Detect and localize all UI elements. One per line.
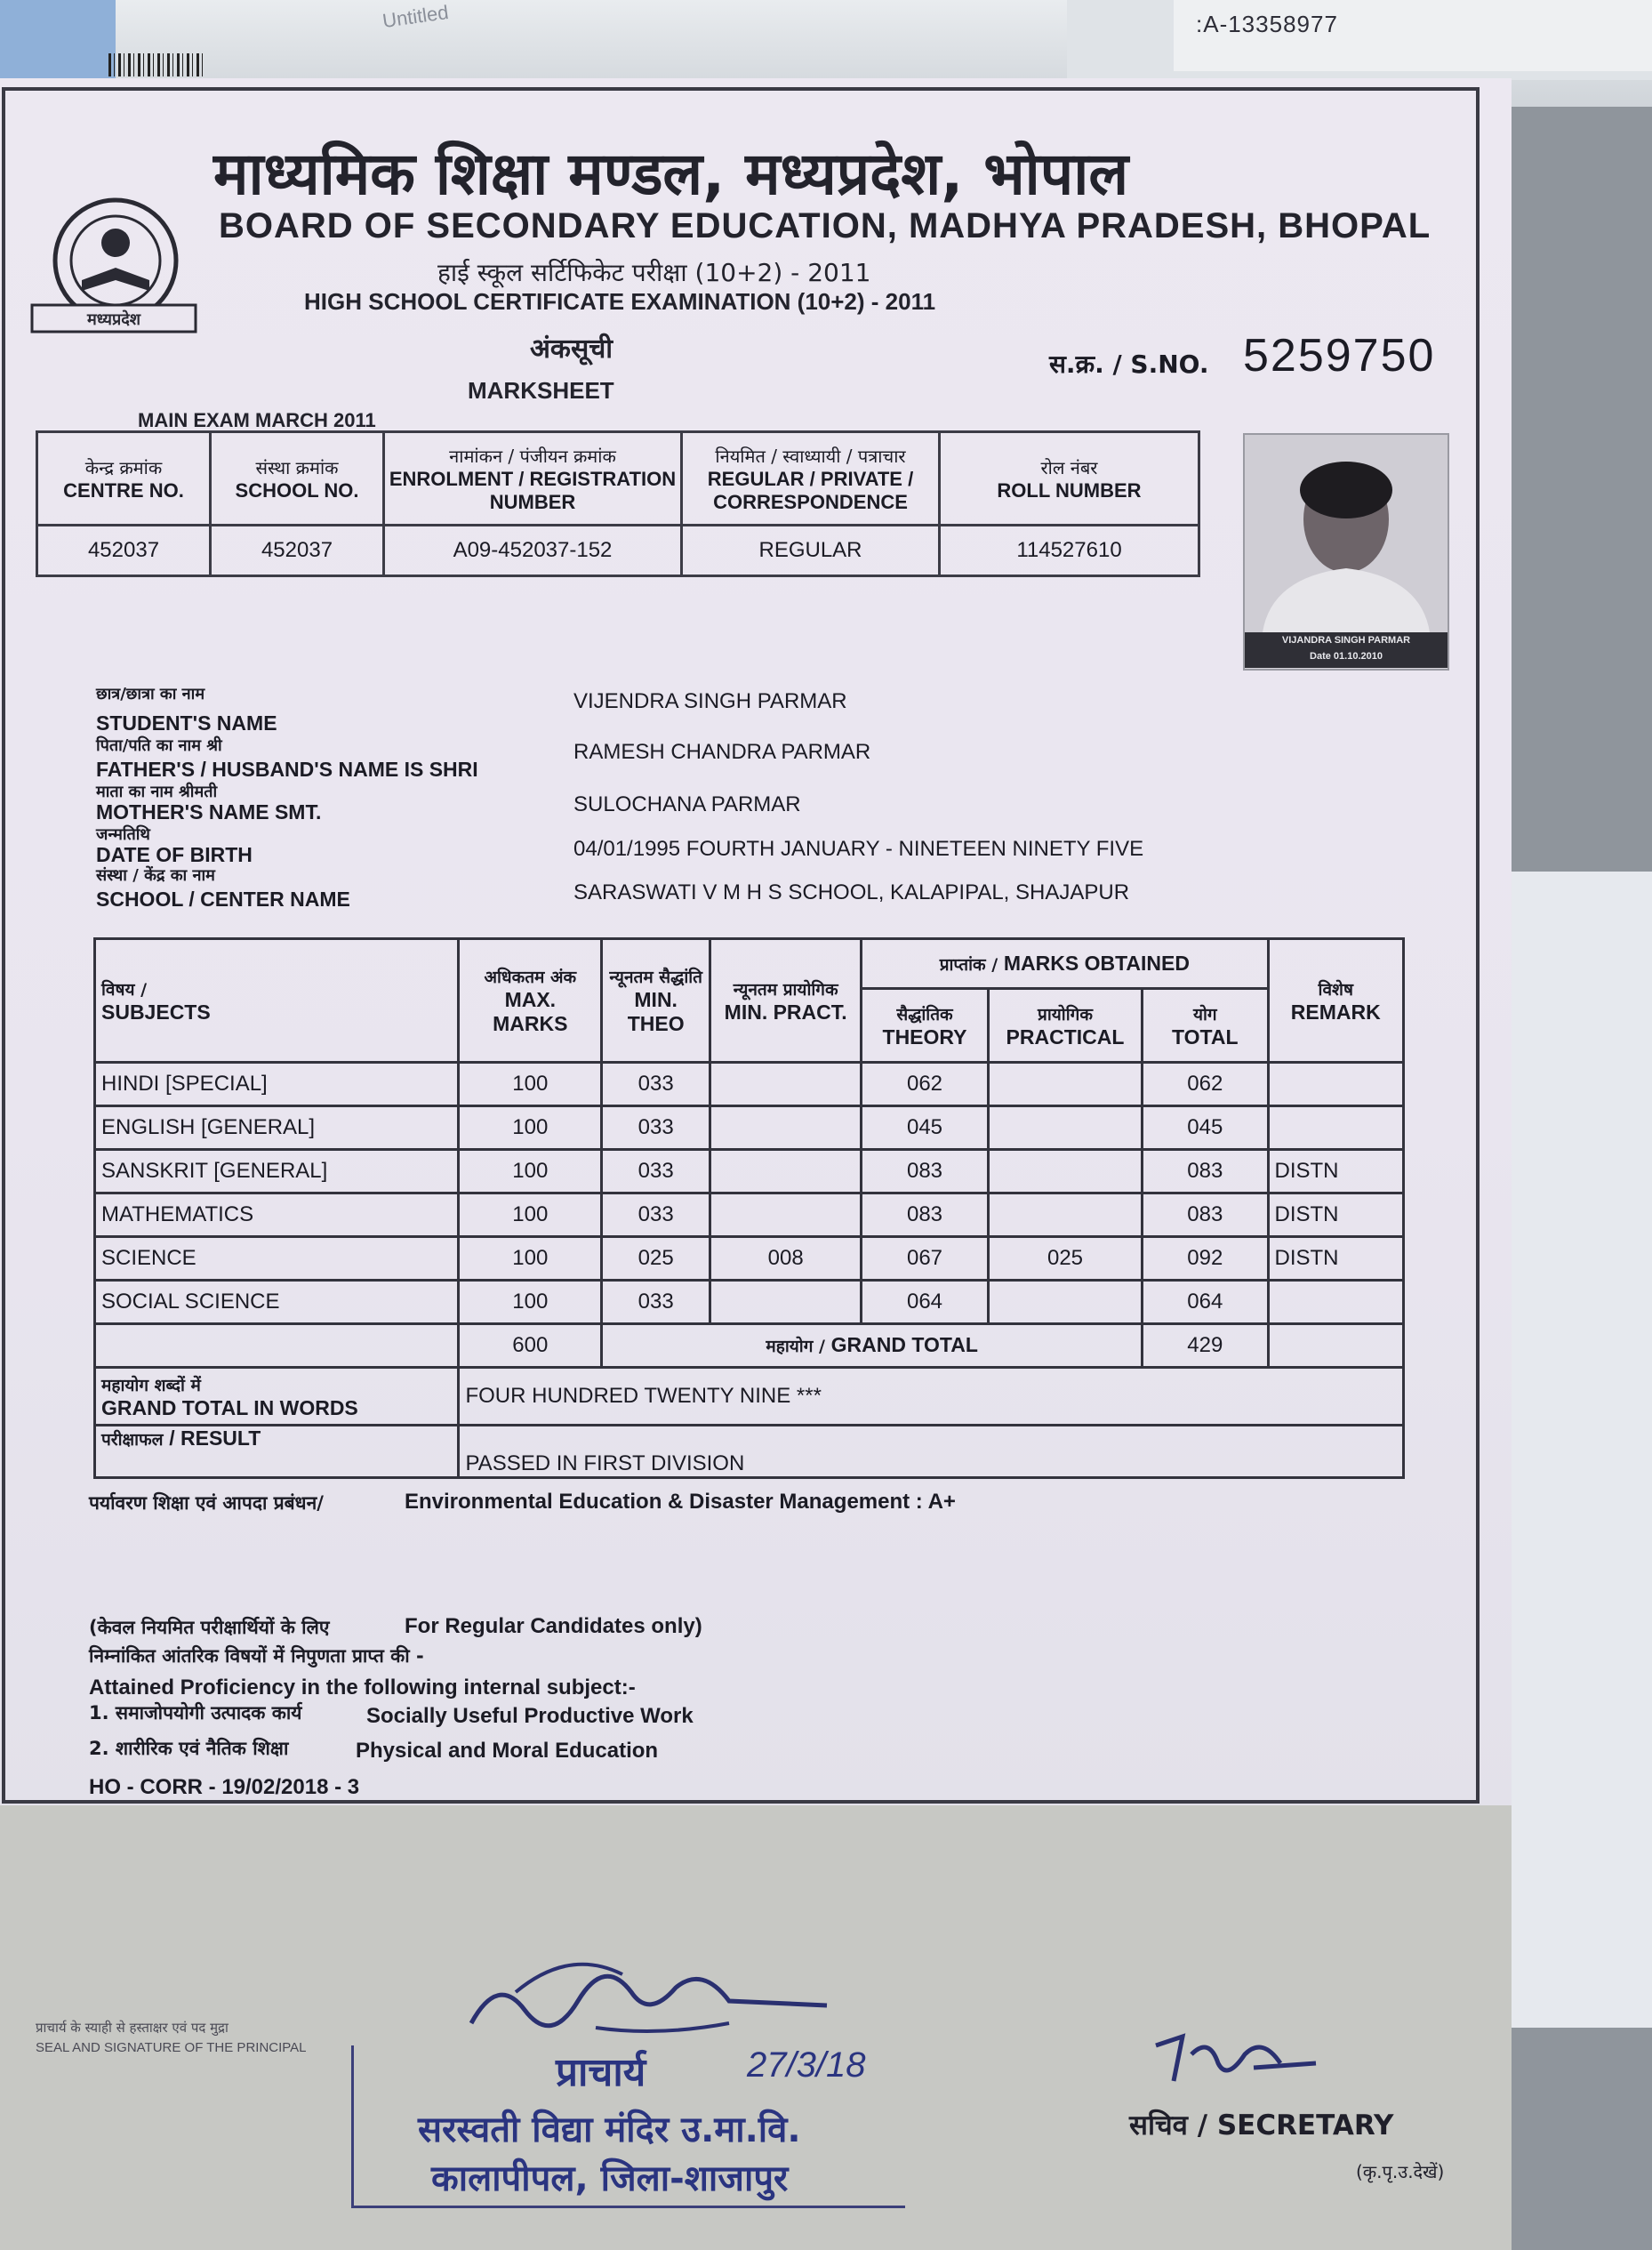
seal-label-hindi: प्राचार्य के स्याही से हस्ताक्षर एवं पद मुद्रा [36,2020,229,2036]
school-label: SCHOOL / CENTER NAME [96,888,350,911]
min-theo-cell: 033 [602,1150,710,1193]
practical-cell [988,1281,1142,1324]
remark-cell: DISTN [1268,1237,1404,1281]
subject-cell: HINDI [SPECIAL] [95,1063,459,1106]
remark-cell [1268,1106,1404,1150]
practical-cell [988,1063,1142,1106]
seal-label-english: SEAL AND SIGNATURE OF THE PRINCIPAL [36,2040,307,2055]
min-theo-cell: 025 [602,1237,710,1281]
marks-obtained-header: प्राप्तांक / MARKS OBTAINED [862,939,1268,989]
value-school-no: 452037 [211,526,384,576]
item1-hindi: 1. समाजोपयोगी उत्पादक कार्य [89,1702,302,1724]
total-cell: 062 [1143,1063,1268,1106]
value-enrolment: A09-452037-152 [384,526,682,576]
grand-total-label: महायोग / GRAND TOTAL [602,1324,1143,1368]
min-pract-header: न्यूनतम प्रायोगिक MIN. PRACT. [710,939,862,1063]
total-cell: 092 [1143,1237,1268,1281]
min-theo-cell: 033 [602,1106,710,1150]
subject-cell: MATHEMATICS [95,1193,459,1237]
min-pract-cell [710,1193,862,1237]
words-label: महायोग शब्दों में GRAND TOTAL IN WORDS [95,1368,459,1426]
marks-table [93,937,1405,1479]
item1-english: Socially Useful Productive Work [366,1704,694,1728]
dob-label: DATE OF BIRTH [96,843,253,866]
remark-cell: DISTN [1268,1193,1404,1237]
school-label-hindi: संस्था / केंद्र का नाम [96,866,215,885]
exam-title-english: HIGH SCHOOL CERTIFICATE EXAMINATION (10+2) - 2011 [304,288,936,315]
mother-label: MOTHER'S NAME SMT. [96,800,322,824]
practical-cell: 025 [988,1237,1142,1281]
grand-remark-blank [1268,1324,1404,1368]
result-value: PASSED IN FIRST DIVISION [459,1426,1404,1478]
student-name-value: VIJENDRA SINGH PARMAR [573,689,847,713]
student-name-label-hindi: छात्र/छात्रा का नाम [96,685,205,703]
min-pract-cell [710,1063,862,1106]
info-table [36,430,1200,577]
max-cell: 100 [459,1063,602,1106]
photo-caption-name: VIJANDRA SINGH PARMAR [1281,635,1411,646]
table-row [95,1193,1404,1237]
subject-cell: SCIENCE [95,1237,459,1281]
item2-hindi: 2. शारीरिक एवं नैतिक शिक्षा [89,1738,289,1759]
theory-cell: 083 [862,1150,989,1193]
header-centre-no: केन्द्र क्रमांक CENTRE NO. [37,432,211,526]
table-row [95,1150,1404,1193]
secretary-signature [1147,2028,1325,2099]
env-label-english: Environmental Education & Disaster Management : A+ [405,1490,956,1514]
subject-cell: ENGLISH [GENERAL] [95,1106,459,1150]
stamp-title: प्राचार्य [556,2050,646,2095]
result-row [95,1426,1404,1478]
secretary-label: सचिव / SECRETARY [1129,2109,1394,2142]
total-cell: 064 [1143,1281,1268,1324]
words-row [95,1368,1404,1426]
father-name-value: RAMESH CHANDRA PARMAR [573,740,871,764]
mother-label-hindi: माता का नाम श्रीमती [96,783,218,801]
min-pract-cell: 008 [710,1237,862,1281]
max-cell: 100 [459,1237,602,1281]
item2-english: Physical and Moral Education [356,1739,659,1763]
mother-name-value: SULOCHANA PARMAR [573,792,801,816]
table-row [95,1281,1404,1324]
remark-cell [1268,1063,1404,1106]
min-pract-cell [710,1106,862,1150]
proficiency-english: Attained Proficiency in the following internal subject:- [89,1675,636,1700]
table-row [95,1237,1404,1281]
value-regular: REGULAR [682,526,940,576]
practical-header: प्रायोगिक PRACTICAL [988,989,1142,1063]
theory-cell: 083 [862,1193,989,1237]
student-name-label: STUDENT'S NAME [96,711,277,735]
header-school-no: संस्था क्रमांक SCHOOL NO. [211,432,384,526]
dob-label-hindi: जन्मतिथि [96,825,150,844]
student-photo [1243,433,1449,671]
value-roll-number: 114527610 [940,526,1199,576]
table-row [95,1063,1404,1106]
photo-caption [1245,632,1448,668]
corr-reference: HO - CORR - 19/02/2018 - 3 [89,1775,360,1799]
father-label-hindi: पिता/पति का नाम श्री [96,736,222,755]
env-label-hindi: पर्यावरण शिक्षा एवं आपदा प्रबंधन/ [89,1492,324,1514]
theory-cell: 067 [862,1237,989,1281]
practical-cell [988,1193,1142,1237]
principal-signature [462,1939,836,2054]
grand-total-value: 429 [1143,1324,1268,1368]
regular-note-hindi: (केवल नियमित परीक्षार्थियों के लिए [89,1617,330,1638]
regular-note-english: For Regular Candidates only) [405,1614,702,1638]
school-name-value: SARASWATI V M H S SCHOOL, KALAPIPAL, SHAJAPUR [573,880,1130,904]
untitled-label: Untitled [381,0,450,33]
theory-cell: 064 [862,1281,989,1324]
subject-cell: SANSKRIT [GENERAL] [95,1150,459,1193]
board-logo-icon [27,191,200,342]
theory-header: सैद्धांतिक THEORY [862,989,989,1063]
board-title-english: BOARD OF SECONDARY EDUCATION, MADHYA PRADESH, BHOPAL [219,206,1431,245]
logo-label: मध्यप्रदेश [86,310,141,329]
remark-cell [1268,1281,1404,1324]
stamp-school-location: कालापीपल, जिला-शाजापुर [431,2158,789,2199]
max-cell: 100 [459,1106,602,1150]
remark-cell: DISTN [1268,1150,1404,1193]
max-cell: 100 [459,1193,602,1237]
marksheet-title-english: MARKSHEET [468,377,614,404]
grand-total-blank [95,1324,459,1368]
background-right-paper [1503,872,1652,2028]
result-label: परीक्षाफल / RESULT [95,1426,459,1478]
serial-number-label: स.क्र. / S.NO. [1049,350,1209,379]
reference-tag-text: :A-13358977 [1196,11,1338,37]
total-cell: 045 [1143,1106,1268,1150]
remark-header: विशेष REMARK [1268,939,1404,1063]
practical-cell [988,1106,1142,1150]
min-theo-cell: 033 [602,1193,710,1237]
header-roll-number: रोल नंबर ROLL NUMBER [940,432,1199,526]
value-centre-no: 452037 [37,526,211,576]
grand-max-cell: 600 [459,1324,602,1368]
grand-total-row [95,1324,1404,1368]
stamp-date: 27/3/18 [747,2045,866,2085]
photo-caption-date: Date 01.10.2010 [1310,651,1383,662]
practical-cell [988,1150,1142,1193]
max-cell: 100 [459,1281,602,1324]
serial-number-value: 5259750 [1243,330,1436,382]
words-value: FOUR HUNDRED TWENTY NINE *** [459,1368,1404,1426]
max-cell: 100 [459,1150,602,1193]
total-header: योग TOTAL [1143,989,1268,1063]
student-photo-image [1245,435,1448,632]
subjects-header: विषय / SUBJECTS [95,939,459,1063]
min-theo-header: न्यूनतम सैद्धांति MIN. THEO [602,939,710,1063]
father-label: FATHER'S / HUSBAND'S NAME IS SHRI [96,758,478,781]
min-theo-cell: 033 [602,1063,710,1106]
subject-cell: SOCIAL SCIENCE [95,1281,459,1324]
main-exam-label: MAIN EXAM MARCH 2011 [138,409,376,431]
header-enrolment: नामांकन / पंजीयन क्रमांक ENROLMENT / REGISTRATION NUMBER [384,432,682,526]
proficiency-hindi: निम्नांकित आंतरिक विषयों में निपुणता प्राप्त की - [89,1645,424,1667]
barcode [108,53,206,76]
theory-cell: 062 [862,1063,989,1106]
table-row [95,1106,1404,1150]
max-marks-header: अधिकतम अंक MAX. MARKS [459,939,602,1063]
min-theo-cell: 033 [602,1281,710,1324]
exam-title-hindi: हाई स्कूल सर्टिफिकेट परीक्षा (10+2) - 2011 [437,258,871,287]
board-title-hindi: माध्यमिक शिक्षा मण्डल, मध्यप्रदेश, भोपाल [213,140,1129,208]
dob-value: 04/01/1995 FOURTH JANUARY - NINETEEN NINETY FIVE [573,837,1144,861]
overleaf-note: (कृ.पृ.उ.देखें) [1356,2161,1445,2182]
total-cell: 083 [1143,1150,1268,1193]
min-pract-cell [710,1150,862,1193]
min-pract-cell [710,1281,862,1324]
stamp-school-name: सरस्वती विद्या मंदिर उ.मा.वि. [418,2109,801,2150]
header-regular: नियमित / स्वाध्यायी / पत्राचार REGULAR / PRIVATE / CORRESPONDENCE [682,432,940,526]
theory-cell: 045 [862,1106,989,1150]
total-cell: 083 [1143,1193,1268,1237]
marksheet-title-hindi: अंकसूची [530,333,613,365]
